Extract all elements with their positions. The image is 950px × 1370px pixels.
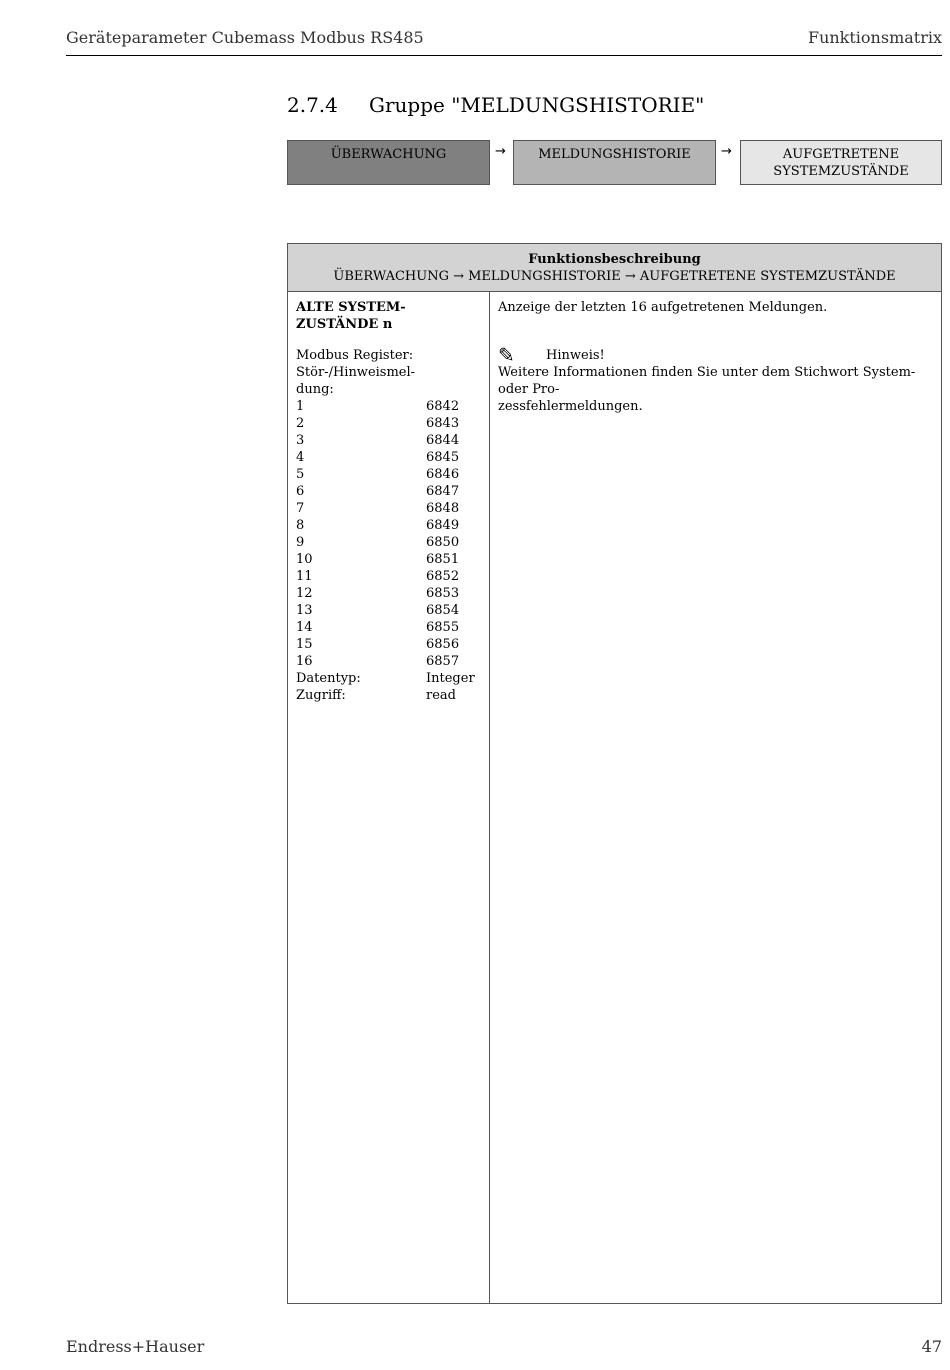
nav-box-label: ÜBERWACHUNG [330, 147, 447, 162]
description-column [498, 299, 928, 415]
register-address: 6845 [426, 450, 460, 465]
register-row [296, 534, 481, 551]
register-address: 6855 [426, 620, 460, 635]
nav-box-aufgetretene-systemzustaende [740, 140, 942, 185]
register-address: 6852 [426, 569, 460, 584]
access-value: read [426, 688, 456, 703]
register-index: 10 [296, 552, 313, 567]
nav-box-label: AUFGETRETENE [782, 147, 900, 162]
note-label: Hinweis! [546, 348, 605, 363]
register-index: 13 [296, 603, 313, 618]
register-row [296, 398, 481, 415]
datatype-row [296, 670, 481, 687]
access-row [296, 687, 481, 704]
modbus-register-label: Stör-/Hinweismel- [296, 365, 416, 380]
register-list [296, 398, 481, 670]
register-row [296, 483, 481, 500]
modbus-register-label: dung: [296, 382, 334, 397]
register-address: 6850 [426, 535, 460, 550]
register-address: 6842 [426, 399, 460, 414]
register-address: 6857 [426, 654, 460, 669]
table-header [288, 244, 941, 292]
running-header-chapter: Funktionsmatrix [807, 28, 942, 47]
note-heading [498, 343, 928, 367]
register-row [296, 585, 481, 602]
register-row [296, 568, 481, 585]
register-row [296, 619, 481, 636]
register-row [296, 432, 481, 449]
register-address: 6844 [426, 433, 460, 448]
register-index: 7 [296, 501, 305, 516]
section-title: Gruppe "MELDUNGSHISTORIE" [369, 93, 705, 117]
footer-brand: Endress+Hauser [66, 1337, 205, 1356]
running-header-title: Geräteparameter Cubemass Modbus RS485 [66, 28, 424, 47]
note-text: zessfehlermeldungen. [498, 399, 643, 414]
page-number: 47 [921, 1337, 942, 1356]
register-row [296, 415, 481, 432]
register-address: 6851 [426, 552, 460, 567]
arrow-right-icon: → [495, 144, 506, 159]
function-name [296, 299, 481, 333]
register-index: 14 [296, 620, 313, 635]
register-index: 8 [296, 518, 305, 533]
register-index: 1 [296, 399, 305, 414]
register-index: 2 [296, 416, 305, 431]
register-row [296, 466, 481, 483]
modbus-register-label: Modbus Register: [296, 348, 414, 363]
register-index: 4 [296, 450, 305, 465]
register-address: 6847 [426, 484, 460, 499]
pencil-icon: ✎ [498, 343, 515, 367]
register-index: 6 [296, 484, 305, 499]
register-row [296, 653, 481, 670]
nav-box-meldungshistorie [513, 140, 716, 185]
register-address: 6853 [426, 586, 460, 601]
register-row [296, 500, 481, 517]
function-column [296, 299, 481, 704]
table-header-title: Funktionsbeschreibung [528, 252, 701, 267]
header-rule [66, 55, 942, 56]
register-index: 16 [296, 654, 313, 669]
section-heading [287, 93, 704, 117]
register-address: 6843 [426, 416, 460, 431]
register-address: 6854 [426, 603, 460, 618]
function-description-table [287, 243, 942, 1304]
register-row [296, 636, 481, 653]
register-address: 6848 [426, 501, 460, 516]
register-row [296, 449, 481, 466]
register-address: 6846 [426, 467, 460, 482]
table-header-path: ÜBERWACHUNG → MELDUNGSHISTORIE → AUFGETRETENE SYSTEMZUSTÄNDE [333, 269, 896, 284]
nav-box-label: SYSTEMZUSTÄNDE [773, 164, 909, 179]
function-name-line: ALTE SYSTEM- [296, 300, 406, 315]
register-row [296, 551, 481, 568]
datatype-label: Datentyp: [296, 671, 361, 686]
register-row [296, 602, 481, 619]
register-address: 6849 [426, 518, 460, 533]
register-index: 5 [296, 467, 305, 482]
column-divider [489, 292, 490, 1303]
register-row [296, 517, 481, 534]
section-number: 2.7.4 [287, 93, 338, 117]
register-index: 3 [296, 433, 305, 448]
register-index: 11 [296, 569, 313, 584]
arrow-right-icon: → [721, 144, 732, 159]
nav-box-label: MELDUNGSHISTORIE [538, 147, 691, 162]
note-text: Weitere Informationen finden Sie unter dem Stichwort System- oder Pro- [498, 365, 916, 397]
description-text: Anzeige der letzten 16 aufgetretenen Meldungen. [498, 300, 828, 315]
nav-box-ueberwachung [287, 140, 490, 185]
access-label: Zugriff: [296, 688, 346, 703]
register-index: 15 [296, 637, 313, 652]
register-index: 9 [296, 535, 305, 550]
register-index: 12 [296, 586, 313, 601]
datatype-value: Integer [426, 671, 475, 686]
function-name-line: ZUSTÄNDE n [296, 317, 393, 332]
register-address: 6856 [426, 637, 460, 652]
